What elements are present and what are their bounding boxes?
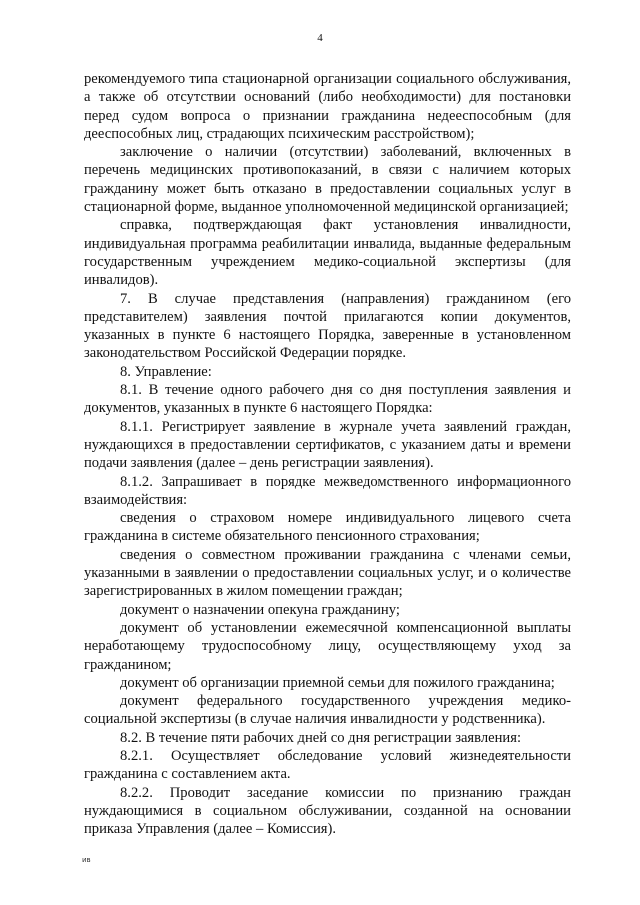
paragraph: сведения о страховом номере индивидуального лицевого счета гражданина в системе обязательного пенсионного страхования;	[84, 510, 571, 545]
paragraph: справка, подтверждающая факт установления инвалидности, индивидуальная программа реабилитации инвалида, выданные федеральным государственным учреждением медико-социальной экспертизы (для инвалидов).	[84, 217, 571, 289]
document-body	[84, 70, 571, 838]
paragraph: 8.1. В течение одного рабочего дня со дня поступления заявления и документов, указанных в пункте 6 настоящего Порядка:	[84, 382, 571, 417]
page-number: 4	[317, 32, 323, 44]
paragraph: документ федерального государственного учреждения медико-социальной экспертизы (в случае наличия инвалидности у родственника).	[84, 693, 571, 728]
footer-mark: ив	[82, 856, 91, 864]
paragraph: рекомендуемого типа стационарной организации социального обслуживания, а также об отсутствии оснований (либо необходимости) для постановки перед судом вопроса о признании гражданина недееспособным (для дееспособных лиц, страдающих психическим расстройством);	[84, 71, 571, 142]
paragraph: сведения о совместном проживании гражданина с членами семьи, указанными в заявлении о предоставлении социальных услуг, и о количестве зарегистрированных в жилом помещении граждан;	[84, 546, 571, 600]
paragraph: заключение о наличии (отсутствии) заболеваний, включенных в перечень медицинских противопоказаний, в связи с наличием которых гражданину может быть отказано в предоставлении социальных услуг в стационарной форме, выданное уполномоченной медицинской организацией;	[84, 144, 571, 216]
paragraph: 8.1.2. Запрашивает в порядке межведомственного информационного взаимодействия:	[84, 473, 571, 508]
paragraph: 8. Управление:	[120, 363, 212, 380]
paragraph: 8.2. В течение пяти рабочих дней со дня регистрации заявления:	[120, 729, 521, 746]
paragraph: 7. В случае представления (направления) гражданином (его представителем) заявления почтой прилагаются копии документов, указанных в пункте 6 настоящего Порядка, заверенные в установленном законодательством Российской Федерации порядке.	[84, 290, 571, 362]
paragraph: документ об организации приемной семьи для пожилого гражданина;	[120, 674, 555, 691]
paragraph: документ об установлении ежемесячной компенсационной выплаты неработающему трудоспособному лицу, осуществляющему уход за гражданином;	[84, 619, 571, 673]
paragraph: документ о назначении опекуна гражданину;	[120, 601, 400, 618]
paragraph: 8.2.2. Проводит заседание комиссии по признанию граждан нуждающимися в социальном обслуживании, созданной на основании приказа Управления (далее – Комиссия).	[84, 784, 571, 838]
paragraph: 8.1.1. Регистрирует заявление в журнале учета заявлений граждан, нуждающихся в предоставлении сертификатов, с указанием даты и времени подачи заявления (далее – день регистрации заявления).	[84, 418, 571, 472]
paragraph: 8.2.1. Осуществляет обследование условий жизнедеятельности гражданина с составлением акта.	[84, 747, 571, 783]
